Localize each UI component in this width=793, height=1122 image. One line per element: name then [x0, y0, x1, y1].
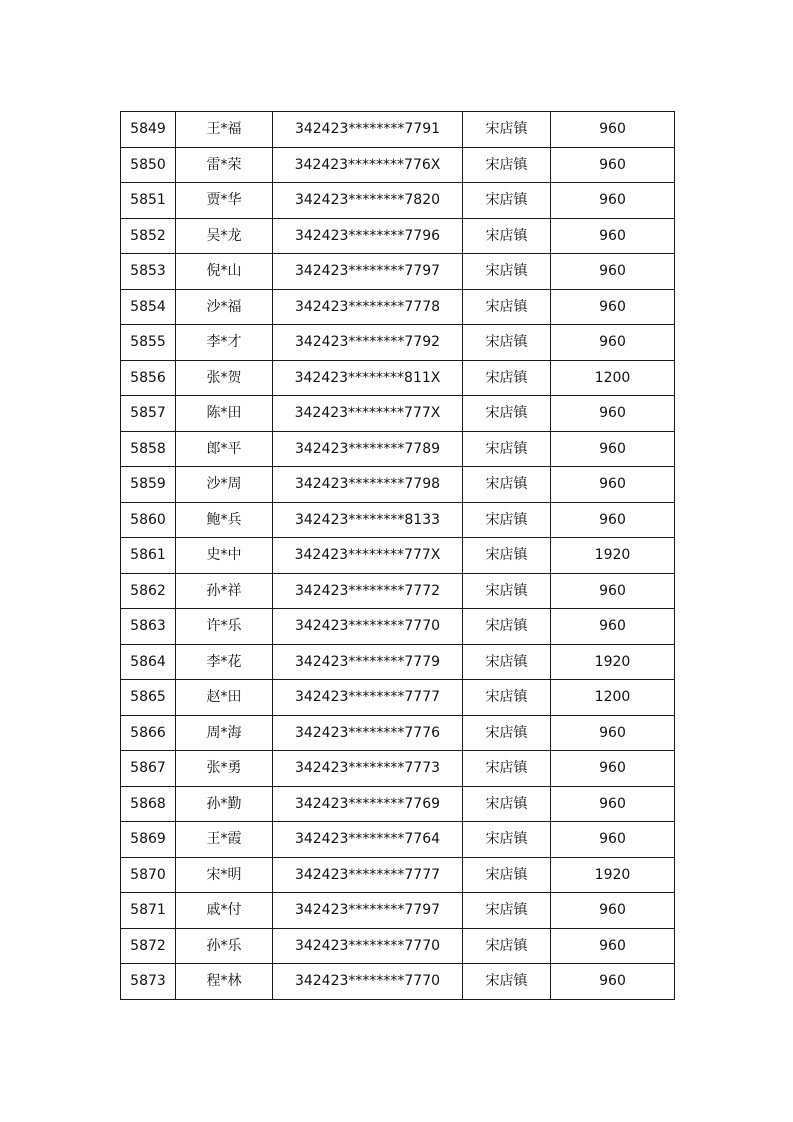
id-number-cell: 342423********7796 [273, 218, 463, 254]
id-number-cell: 342423********7797 [273, 893, 463, 929]
id-number-cell: 342423********811X [273, 360, 463, 396]
id-number-cell: 342423********7791 [273, 112, 463, 148]
table-row [121, 644, 675, 680]
subsidy-roster-table [120, 111, 675, 1000]
table-row [121, 467, 675, 503]
id-number-cell: 342423********7770 [273, 964, 463, 1000]
row-number-cell: 5872 [121, 928, 176, 964]
id-number-cell: 342423********777X [273, 538, 463, 574]
id-number-cell: 342423********7820 [273, 183, 463, 219]
row-number-cell: 5857 [121, 396, 176, 432]
town-cell: 宋店镇 [463, 502, 551, 538]
id-number-cell: 342423********7792 [273, 325, 463, 361]
table-row [121, 786, 675, 822]
row-number-cell: 5863 [121, 609, 176, 645]
name-cell: 陈*田 [176, 396, 273, 432]
name-cell: 戚*付 [176, 893, 273, 929]
row-number-cell: 5853 [121, 254, 176, 290]
table-row [121, 396, 675, 432]
table-row [121, 254, 675, 290]
amount-cell: 960 [551, 254, 675, 290]
name-cell: 赵*田 [176, 680, 273, 716]
row-number-cell: 5860 [121, 502, 176, 538]
town-cell: 宋店镇 [463, 680, 551, 716]
town-cell: 宋店镇 [463, 857, 551, 893]
name-cell: 宋*明 [176, 857, 273, 893]
town-cell: 宋店镇 [463, 112, 551, 148]
town-cell: 宋店镇 [463, 822, 551, 858]
amount-cell: 1200 [551, 360, 675, 396]
town-cell: 宋店镇 [463, 254, 551, 290]
amount-cell: 1920 [551, 857, 675, 893]
amount-cell: 960 [551, 786, 675, 822]
table-row [121, 928, 675, 964]
amount-cell: 960 [551, 751, 675, 787]
row-number-cell: 5852 [121, 218, 176, 254]
id-number-cell: 342423********7770 [273, 928, 463, 964]
amount-cell: 960 [551, 147, 675, 183]
row-number-cell: 5856 [121, 360, 176, 396]
row-number-cell: 5870 [121, 857, 176, 893]
amount-cell: 960 [551, 325, 675, 361]
name-cell: 吴*龙 [176, 218, 273, 254]
town-cell: 宋店镇 [463, 644, 551, 680]
amount-cell: 960 [551, 893, 675, 929]
name-cell: 孙*勤 [176, 786, 273, 822]
table-row [121, 112, 675, 148]
row-number-cell: 5850 [121, 147, 176, 183]
name-cell: 孙*祥 [176, 573, 273, 609]
row-number-cell: 5858 [121, 431, 176, 467]
row-number-cell: 5861 [121, 538, 176, 574]
row-number-cell: 5854 [121, 289, 176, 325]
town-cell: 宋店镇 [463, 360, 551, 396]
name-cell: 李*花 [176, 644, 273, 680]
id-number-cell: 342423********7798 [273, 467, 463, 503]
table-row [121, 431, 675, 467]
id-number-cell: 342423********776X [273, 147, 463, 183]
table-row [121, 857, 675, 893]
town-cell: 宋店镇 [463, 396, 551, 432]
table-row [121, 751, 675, 787]
amount-cell: 960 [551, 396, 675, 432]
amount-cell: 960 [551, 822, 675, 858]
row-number-cell: 5859 [121, 467, 176, 503]
town-cell: 宋店镇 [463, 786, 551, 822]
row-number-cell: 5868 [121, 786, 176, 822]
name-cell: 李*才 [176, 325, 273, 361]
table-row [121, 502, 675, 538]
row-number-cell: 5871 [121, 893, 176, 929]
table-row [121, 822, 675, 858]
id-number-cell: 342423********7797 [273, 254, 463, 290]
id-number-cell: 342423********7770 [273, 609, 463, 645]
town-cell: 宋店镇 [463, 218, 551, 254]
table-row [121, 609, 675, 645]
id-number-cell: 342423********7777 [273, 680, 463, 716]
town-cell: 宋店镇 [463, 431, 551, 467]
amount-cell: 960 [551, 715, 675, 751]
id-number-cell: 342423********7776 [273, 715, 463, 751]
id-number-cell: 342423********7772 [273, 573, 463, 609]
table-row [121, 964, 675, 1000]
id-number-cell: 342423********7779 [273, 644, 463, 680]
roster-table-body [121, 112, 675, 1000]
amount-cell: 960 [551, 289, 675, 325]
town-cell: 宋店镇 [463, 289, 551, 325]
name-cell: 贾*华 [176, 183, 273, 219]
amount-cell: 1920 [551, 538, 675, 574]
town-cell: 宋店镇 [463, 325, 551, 361]
amount-cell: 960 [551, 964, 675, 1000]
name-cell: 王*霞 [176, 822, 273, 858]
table-row [121, 573, 675, 609]
name-cell: 雷*荣 [176, 147, 273, 183]
name-cell: 程*林 [176, 964, 273, 1000]
name-cell: 鲍*兵 [176, 502, 273, 538]
town-cell: 宋店镇 [463, 964, 551, 1000]
table-row [121, 360, 675, 396]
row-number-cell: 5873 [121, 964, 176, 1000]
amount-cell: 1200 [551, 680, 675, 716]
id-number-cell: 342423********7789 [273, 431, 463, 467]
id-number-cell: 342423********7773 [273, 751, 463, 787]
name-cell: 王*福 [176, 112, 273, 148]
town-cell: 宋店镇 [463, 147, 551, 183]
table-row [121, 325, 675, 361]
id-number-cell: 342423********7777 [273, 857, 463, 893]
amount-cell: 960 [551, 609, 675, 645]
name-cell: 许*乐 [176, 609, 273, 645]
id-number-cell: 342423********8133 [273, 502, 463, 538]
amount-cell: 960 [551, 573, 675, 609]
town-cell: 宋店镇 [463, 538, 551, 574]
row-number-cell: 5866 [121, 715, 176, 751]
row-number-cell: 5867 [121, 751, 176, 787]
town-cell: 宋店镇 [463, 183, 551, 219]
town-cell: 宋店镇 [463, 609, 551, 645]
table-row [121, 538, 675, 574]
amount-cell: 960 [551, 431, 675, 467]
amount-cell: 960 [551, 467, 675, 503]
table-row [121, 183, 675, 219]
name-cell: 倪*山 [176, 254, 273, 290]
amount-cell: 960 [551, 928, 675, 964]
town-cell: 宋店镇 [463, 928, 551, 964]
town-cell: 宋店镇 [463, 751, 551, 787]
table-row [121, 893, 675, 929]
name-cell: 张*贺 [176, 360, 273, 396]
name-cell: 张*勇 [176, 751, 273, 787]
row-number-cell: 5849 [121, 112, 176, 148]
town-cell: 宋店镇 [463, 467, 551, 503]
name-cell: 史*中 [176, 538, 273, 574]
table-row [121, 289, 675, 325]
row-number-cell: 5869 [121, 822, 176, 858]
name-cell: 孙*乐 [176, 928, 273, 964]
amount-cell: 1920 [551, 644, 675, 680]
name-cell: 沙*福 [176, 289, 273, 325]
name-cell: 沙*周 [176, 467, 273, 503]
table-row [121, 218, 675, 254]
row-number-cell: 5851 [121, 183, 176, 219]
id-number-cell: 342423********777X [273, 396, 463, 432]
amount-cell: 960 [551, 502, 675, 538]
id-number-cell: 342423********7764 [273, 822, 463, 858]
town-cell: 宋店镇 [463, 715, 551, 751]
row-number-cell: 5862 [121, 573, 176, 609]
town-cell: 宋店镇 [463, 893, 551, 929]
row-number-cell: 5865 [121, 680, 176, 716]
id-number-cell: 342423********7778 [273, 289, 463, 325]
table-row [121, 680, 675, 716]
amount-cell: 960 [551, 183, 675, 219]
amount-cell: 960 [551, 218, 675, 254]
town-cell: 宋店镇 [463, 573, 551, 609]
id-number-cell: 342423********7769 [273, 786, 463, 822]
row-number-cell: 5855 [121, 325, 176, 361]
name-cell: 周*海 [176, 715, 273, 751]
table-row [121, 147, 675, 183]
amount-cell: 960 [551, 112, 675, 148]
row-number-cell: 5864 [121, 644, 176, 680]
name-cell: 郎*平 [176, 431, 273, 467]
table-row [121, 715, 675, 751]
